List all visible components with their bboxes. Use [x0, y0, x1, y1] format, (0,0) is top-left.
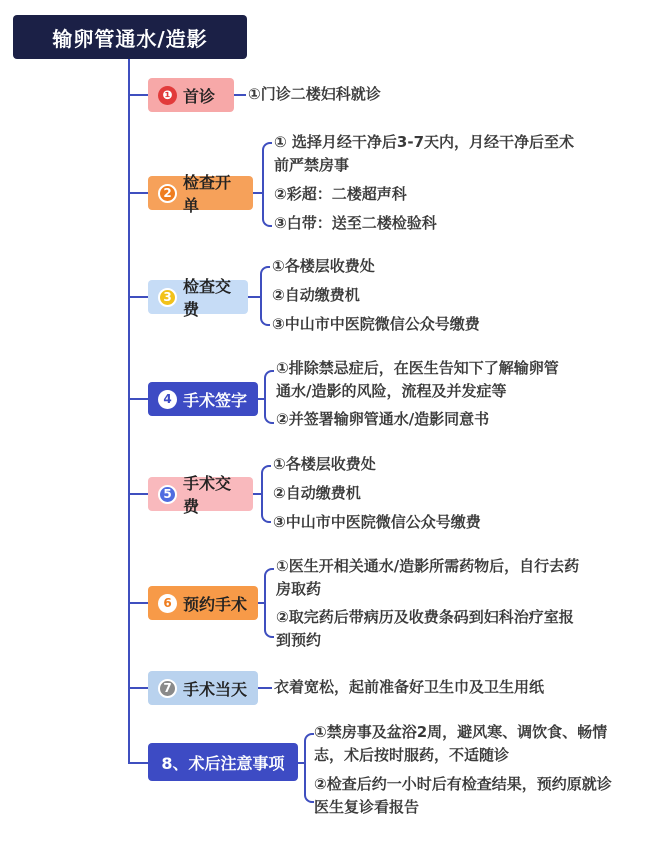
step-5-bracket [261, 465, 271, 523]
step-5-label: 手术交费 [183, 474, 232, 516]
step-7-connector [258, 687, 272, 689]
step-7-badge: 7 [158, 679, 177, 698]
step-6-detail-1: ①医生开相关通水/造影所需药物后，自行去药 [276, 557, 580, 575]
step-3-detail-2: ②自动缴费机 [272, 286, 360, 304]
step-8-detail-3: ②检查后约一小时后有检查结果，预约原就诊 [314, 775, 612, 793]
step-4-node [148, 382, 258, 416]
step-3-badge: 3 [158, 288, 177, 307]
step-8-detail-2: 志，术后按时服药，不适随诊 [314, 746, 510, 764]
step-2-label: 检查开单 [183, 173, 232, 215]
step-6-node [148, 586, 258, 620]
step-2-detail-3: ②彩超：二楼超声科 [274, 185, 407, 203]
step-4-badge: 4 [158, 390, 177, 409]
step-1-label: 首诊 [183, 86, 216, 106]
step-2-detail-4: ③白带：送至二楼检验科 [274, 214, 437, 232]
page-title: 输卵管通水/造影 [13, 15, 247, 59]
step-5-connector [253, 493, 261, 495]
step-6-detail-2: 房取药 [276, 580, 322, 598]
step-4-detail-2: 通水/造影的风险，流程及并发症等 [276, 382, 507, 400]
branch-line-8 [128, 762, 148, 764]
step-4-detail-1: ①排除禁忌症后，在医生告知下了解输卵管 [276, 359, 559, 377]
step-8-bracket [304, 733, 314, 803]
step-4-detail-3: ②并签署输卵管通水/造影同意书 [276, 410, 490, 428]
branch-line-1 [128, 94, 148, 96]
branch-line-3 [128, 296, 148, 298]
step-8-detail-1: ①禁房事及盆浴2周，避风寒、调饮食、畅情 [314, 723, 608, 741]
step-3-detail-3: ③中山市中医院微信公众号缴费 [272, 315, 480, 333]
step-7-detail-1: 衣着宽松，起前准备好卫生巾及卫生用纸 [274, 678, 545, 696]
step-6-label: 预约手术 [183, 594, 248, 614]
step-6-badge: 6 [158, 594, 177, 613]
step-2-bracket [262, 142, 272, 227]
step-1-connector [234, 94, 246, 96]
step-5-badge: 5 [158, 485, 177, 504]
main-spine-line [128, 59, 130, 763]
step-5-detail-2: ②自动缴费机 [273, 484, 361, 502]
step-5-detail-1: ①各楼层收费处 [273, 455, 376, 473]
step-4-label: 手术签字 [183, 390, 248, 410]
branch-line-5 [128, 493, 148, 495]
step-2-detail-2: 前严禁房事 [274, 156, 350, 174]
step-2-connector [253, 192, 262, 194]
step-6-detail-4: 到预约 [276, 631, 322, 649]
branch-line-2 [128, 192, 148, 194]
step-3-detail-1: ①各楼层收费处 [272, 257, 375, 275]
step-1-node [148, 78, 234, 112]
step-8-label: 8、术后注意事项 [161, 753, 285, 773]
step-5-detail-3: ③中山市中医院微信公众号缴费 [273, 513, 481, 531]
step-3-label: 检查交费 [183, 277, 232, 319]
step-3-node [148, 277, 248, 319]
step-6-bracket [264, 568, 274, 638]
step-3-bracket [260, 266, 270, 326]
step-7-node [148, 671, 258, 705]
step-6-detail-3: ②取完药后带病历及收费条码到妇科治疗室报 [276, 608, 574, 626]
step-2-badge: 2 [158, 184, 177, 203]
step-2-detail-1: ① 选择月经干净后3-7天内，月经干净后至术 [274, 133, 575, 151]
step-1-badge: ❶ [158, 86, 177, 105]
step-2-node [148, 173, 253, 215]
branch-line-7 [128, 687, 148, 689]
step-7-label: 手术当天 [183, 679, 248, 699]
step-1-detail-1: ①门诊二楼妇科就诊 [248, 85, 381, 103]
branch-line-6 [128, 602, 148, 604]
branch-line-4 [128, 398, 148, 400]
step-4-bracket [264, 370, 274, 424]
step-5-node [148, 474, 253, 516]
step-8-detail-4: 医生复诊看报告 [314, 798, 420, 816]
step-3-connector [248, 296, 260, 298]
step-8-node [148, 743, 298, 781]
